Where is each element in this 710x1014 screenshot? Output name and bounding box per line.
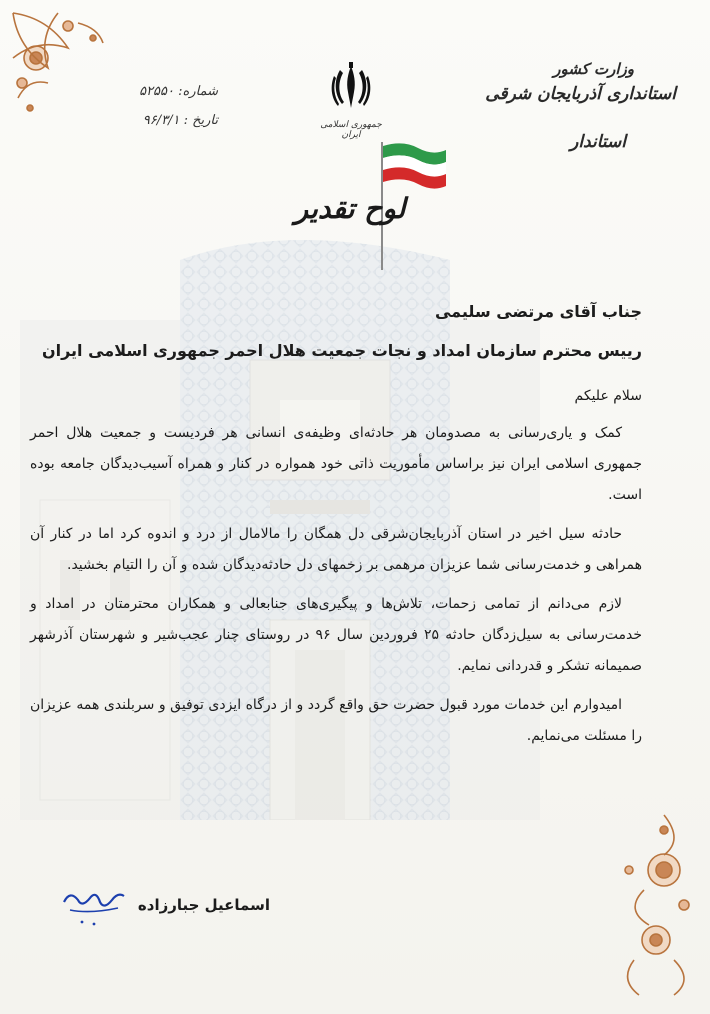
body-paragraph: امیدوارم این خدمات مورد قبول حضرت حق واقع گردد و از درگاه ایزدی توفیق و سربلندی همه عزیزان را مسئلت می‌نمایم.	[30, 697, 642, 744]
corner-ornament-bottom-right	[614, 810, 704, 1000]
greeting: سلام علیکم	[574, 388, 642, 404]
signatory-name: اسماعیل جبارزاده	[137, 896, 270, 914]
body-paragraph: لازم می‌دانم از تمامی زحمات، تلاش‌ها و پیگیری‌های جنابعالی و همکاران محترمتان در امداد و خدمت‌رسانی به سیل‌زدگان حادثه ۲۵ فروردین سال ۹۶ در روستای چنار عجب‌شیر و شهرستان آذرشهر صمیمانه تشکر و قدردانی نمایم.	[30, 596, 642, 674]
document-reference	[108, 84, 218, 142]
emblem-icon	[328, 62, 374, 114]
national-emblem	[320, 62, 382, 140]
issuer-header	[476, 60, 676, 152]
certificate-body	[30, 302, 642, 760]
governor-title: استاندار	[570, 132, 626, 152]
body-paragraph: حادثه سیل اخیر در استان آذربایجان‌شرقی دل همگان را مالامال از درد و اندوه کرد اما در کنار آن همراهی و خدمت‌رسانی شما عزیزان مرهمی بر زخمهای دل حادثه‌دیدگان شده و آن را التیام بخشید.	[30, 526, 642, 573]
ministry-name: وزارت کشور	[553, 60, 634, 78]
governorate-name: استانداری آذربایجان شرقی	[485, 84, 676, 104]
recipient-position: رییس محترم سازمان امداد و نجات جمعیت هلال احمر جمهوری اسلامی ایران	[41, 341, 642, 360]
signature-block	[60, 880, 270, 940]
handwritten-signature	[60, 880, 130, 930]
document-number: شماره: ۵۲۵۵۰	[139, 84, 218, 99]
recipient-name: جناب آقای مرتضی سلیمی	[434, 302, 642, 321]
emblem-caption: جمهوری اسلامی ایران	[320, 120, 382, 140]
body-paragraph: کمک و یاری‌رسانی به مصدومان هر حادثه‌ای وظیفه‌ی انسانی هر فردیست و جمعیت هلال احمر جمهوری اسلامی ایران نیز براساس مأموریت ذاتی خود همواره در کنار و همراه آسیب‌دیدگان جامعه بوده است.	[30, 425, 642, 503]
certificate-title: لوح تقدیر	[294, 192, 406, 225]
document-date: تاریخ : ۹۶/۳/۱	[142, 113, 218, 128]
